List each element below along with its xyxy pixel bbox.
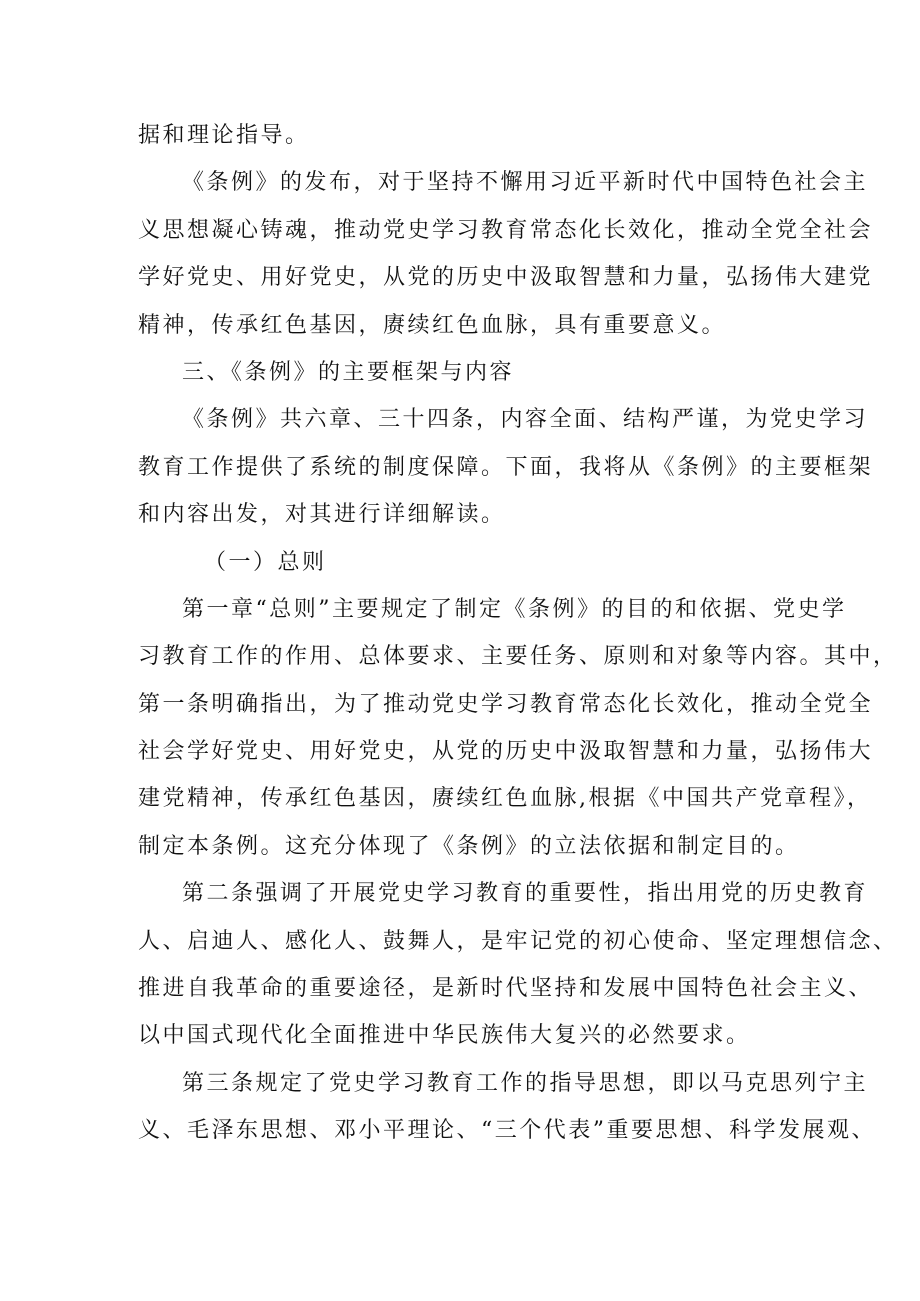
paragraph-line: 《条例》共六章、三十四条，内容全面、结构严谨，为党史学习 xyxy=(182,407,869,433)
paragraph-line: 学好党史、用好党史，从党的历史中汲取智慧和力量，弘扬伟大建党 xyxy=(138,265,874,291)
paragraph-line: 第一条明确指出，为了推动党史学习教育常态化长效化，推动全党全 xyxy=(138,691,874,717)
paragraph-line: 推进自我革命的重要途径，是新时代坚持和发展中国特色社会主义、 xyxy=(138,976,874,1002)
subsection-heading: （一）总则 xyxy=(204,549,327,575)
paragraph-line: 人、启迪人、感化人、鼓舞人，是牢记党的初心使命、坚定理想信念、 xyxy=(138,928,898,954)
paragraph-line: 《条例》的发布，对于坚持不懈用习近平新时代中国特色社会主 xyxy=(182,170,869,196)
paragraph-line: 和内容出发，对其进行详细解读。 xyxy=(138,502,506,528)
document-body xyxy=(138,112,898,1155)
paragraph-line: 第三条规定了党史学习教育工作的指导思想，即以马克思列宁主 xyxy=(182,1070,869,1096)
paragraph-line: 义、毛泽东思想、邓小平理论、“三个代表”重要思想、科学发展观、 xyxy=(138,1118,876,1144)
paragraph-line: 习教育工作的作用、总体要求、主要任务、原则和对象等内容。其中， xyxy=(138,644,898,670)
paragraph-line: 第二条强调了开展党史学习教育的重要性，指出用党的历史教育 xyxy=(182,881,869,907)
paragraph-line: 社会学好党史、用好党史，从党的历史中汲取智慧和力量，弘扬伟大 xyxy=(138,739,874,765)
paragraph-line: 制定本条例。这充分体现了《条例》的立法依据和制定目的。 xyxy=(138,833,800,859)
paragraph-line: 据和理论指导。 xyxy=(138,123,310,148)
section-heading: 三、《条例》的主要框架与内容 xyxy=(182,359,515,385)
paragraph-line: 教育工作提供了系统的制度保障。下面，我将从《条例》的主要框架 xyxy=(138,454,874,480)
paragraph-line: 以中国式现代化全面推进中华民族伟大复兴的必然要求。 xyxy=(138,1023,751,1049)
paragraph-line: 建党精神，传承红色基因，赓续红色血脉,根据《中国共产党章程》， xyxy=(138,786,872,812)
paragraph-line: 精神，传承红色基因，赓续红色血脉，具有重要意义。 xyxy=(138,312,727,338)
paragraph-line: 义思想凝心铸魂，推动党史学习教育常态化长效化，推动全党全社会 xyxy=(138,217,874,243)
paragraph-line: 第一章“总则”主要规定了制定《条例》的目的和依据、党史学 xyxy=(182,596,847,622)
